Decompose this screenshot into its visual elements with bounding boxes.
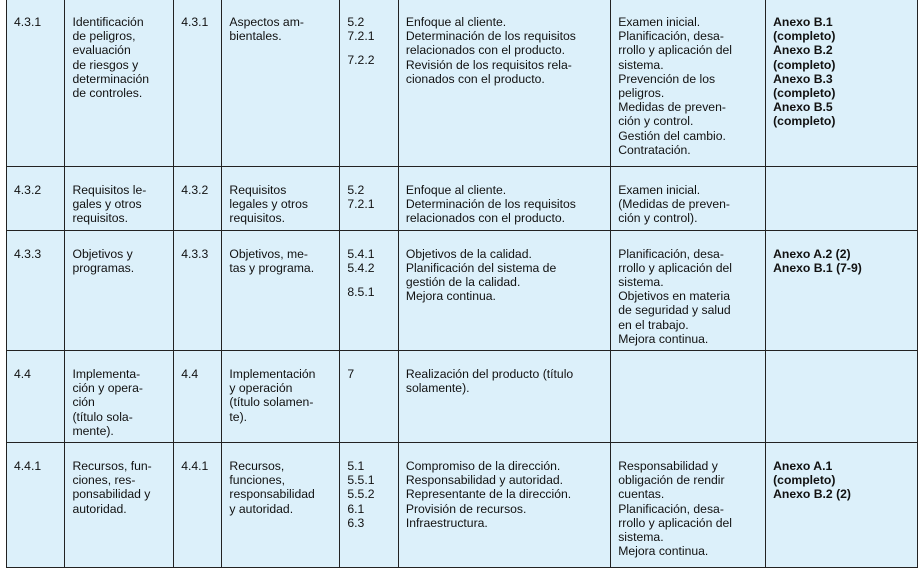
iso14001-clause: 4.3.2 [174, 167, 222, 231]
annex-reference: Anexo A.1 (completo) Anexo B.2 (2) [766, 443, 918, 568]
table-row [7, 351, 918, 443]
iso14001-title: Recursos, funciones, responsabilidad y autoridad. [222, 443, 340, 568]
iso14001-title: Implementación y operación (título solamen- te). [222, 351, 340, 443]
iso9001-clauses [340, 351, 398, 443]
ilo-guidelines: Responsabilidad y obligación de rendir cuentas. Planificación, desa- rrollo y aplicación del sistema. Mejora continua. [611, 443, 766, 568]
iso9001-titles: Compromiso de la dirección. Responsabilidad y autoridad. Representante de la dirección. Provisión de recursos. Infraestructura. [398, 443, 610, 568]
iso14001-clause: 4.4 [174, 351, 222, 443]
clause-title: Identificación de peligros, evaluación de riesgos y determinación de controles. [65, 0, 174, 167]
table-row [7, 167, 918, 231]
iso14001-clause: 4.4.1 [174, 443, 222, 568]
clause-number: 4.3.2 [7, 167, 65, 231]
clause-title: Recursos, fun- ciones, res- ponsabilidad y autoridad. [65, 443, 174, 568]
clause-number: 4.4.1 [7, 443, 65, 568]
iso9001-clauses [340, 230, 398, 350]
iso14001-title: Objetivos, me- tas y programa. [222, 230, 340, 350]
ilo-guidelines: Examen inicial. Planificación, desa- rrollo y aplicación del sistema. Prevención de los peligros. Medidas de preven- ción y control. Gestión del cambio. Contratación. [611, 0, 766, 167]
iso9001-clauses-a: 7 [347, 367, 355, 382]
annex-reference: Anexo B.1 (completo) Anexo B.2 (completo) Anexo B.3 (completo) Anexo B.5 (completo) [766, 0, 918, 167]
iso9001-clauses [340, 0, 398, 167]
iso9001-clauses [340, 443, 398, 568]
clause-title: Requisitos le- gales y otros requisitos. [65, 167, 174, 231]
annex-reference: Anexo A.2 (2) Anexo B.1 (7-9) [766, 230, 918, 350]
table-row [7, 443, 918, 568]
iso9001-clauses [340, 167, 398, 231]
iso9001-clauses-b: 8.5.1 [347, 285, 375, 300]
clause-number: 4.3.1 [7, 0, 65, 167]
iso14001-clause: 4.3.3 [174, 230, 222, 350]
iso9001-clauses-a: 5.2 7.2.1 [347, 183, 375, 212]
table-row [7, 0, 918, 167]
table-row [7, 230, 918, 350]
correspondence-table [6, 0, 918, 568]
iso14001-title: Requisitos legales y otros requisitos. [222, 167, 340, 231]
clause-number: 4.3.3 [7, 230, 65, 350]
iso9001-clauses-a: 5.1 5.5.1 5.5.2 6.1 6.3 [347, 459, 375, 530]
iso14001-title: Aspectos am- bientales. [222, 0, 340, 167]
iso9001-titles: Enfoque al cliente. Determinación de los requisitos relacionados con el producto. [398, 167, 610, 231]
clause-number: 4.4 [7, 351, 65, 443]
clause-title: Objetivos y programas. [65, 230, 174, 350]
iso9001-titles: Realización del producto (título solamente). [398, 351, 610, 443]
iso9001-clauses-a: 5.2 7.2.1 [347, 15, 375, 44]
annex-reference [766, 351, 918, 443]
iso9001-titles: Objetivos de la calidad. Planificación del sistema de gestión de la calidad. Mejora continua. [398, 230, 610, 350]
ilo-guidelines: Examen inicial. (Medidas de preven- ción y control). [611, 167, 766, 231]
iso9001-titles: Enfoque al cliente. Determinación de los requisitos relacionados con el producto. Revisión de los requisitos rela- cionados con el producto. [398, 0, 610, 167]
iso14001-clause: 4.3.1 [174, 0, 222, 167]
iso9001-clauses-b: 7.2.2 [347, 53, 375, 68]
ilo-guidelines [611, 351, 766, 443]
ilo-guidelines: Planificación, desa- rrollo y aplicación del sistema. Objetivos en materia de seguridad y salud en el trabajo. Mejora continua. [611, 230, 766, 350]
iso9001-clauses-a: 5.4.1 5.4.2 [347, 246, 375, 275]
clause-title: Implementa- ción y opera- ción (título sola- mente). [65, 351, 174, 443]
annex-reference [766, 167, 918, 231]
